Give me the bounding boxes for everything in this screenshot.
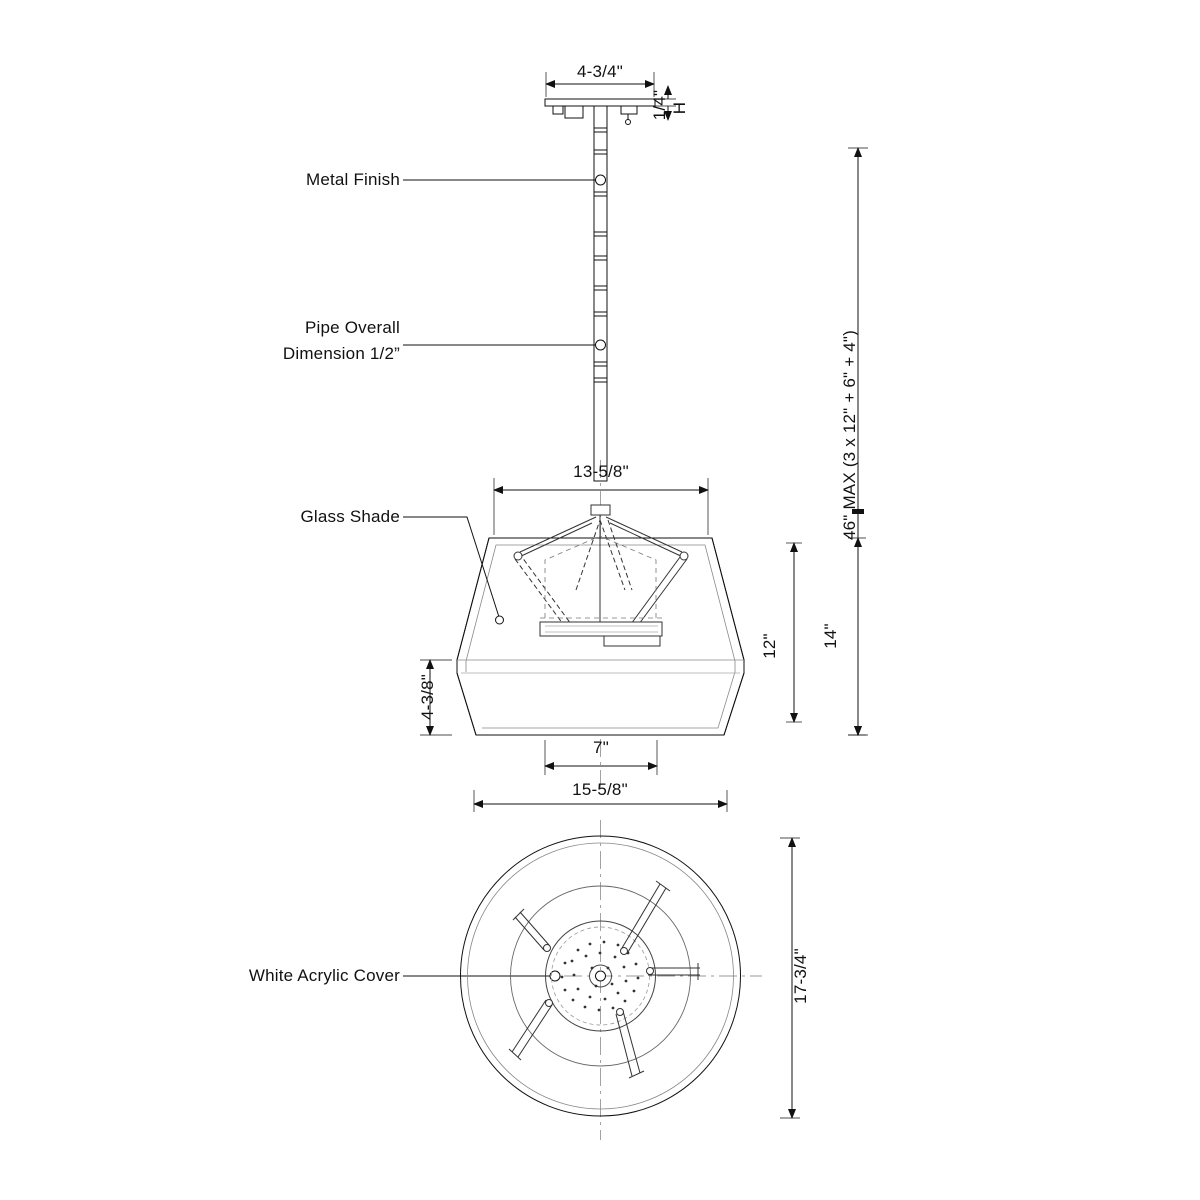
dim-label-max-drop: 46" MAX (3 x 12" + 6" + 4") [840,329,859,541]
dim-label-lower-band-height: 4-3/8" [418,674,437,720]
dim-label-shade-max-width: 15-5/8" [572,780,628,799]
callout-white-acrylic-cover: White Acrylic Cover [248,966,400,985]
dim-label-canopy-width: 4-3/4" [577,62,623,81]
dim-label-canopy-height-symbol: H [670,101,689,115]
dim-label-fixture-height: 14" [821,623,840,649]
dim-shade-height [786,543,802,722]
pipe-stem [594,106,607,481]
dim-label-bottom-opening: 7" [593,738,609,757]
dim-label-canopy-height: 1/4" [650,89,669,121]
callout-metal-finish: Metal Finish [305,170,400,189]
dim-label-shade-height: 12" [760,633,779,659]
dim-label-plan-diameter: 17-3/4" [791,948,810,1004]
dim-label-shade-top-width: 13-5/8" [573,462,629,481]
callout-pipe-overall-dimension: Pipe Overall Dimension 1/2” [282,318,400,363]
callout-glass-shade: Glass Shade [300,507,400,526]
